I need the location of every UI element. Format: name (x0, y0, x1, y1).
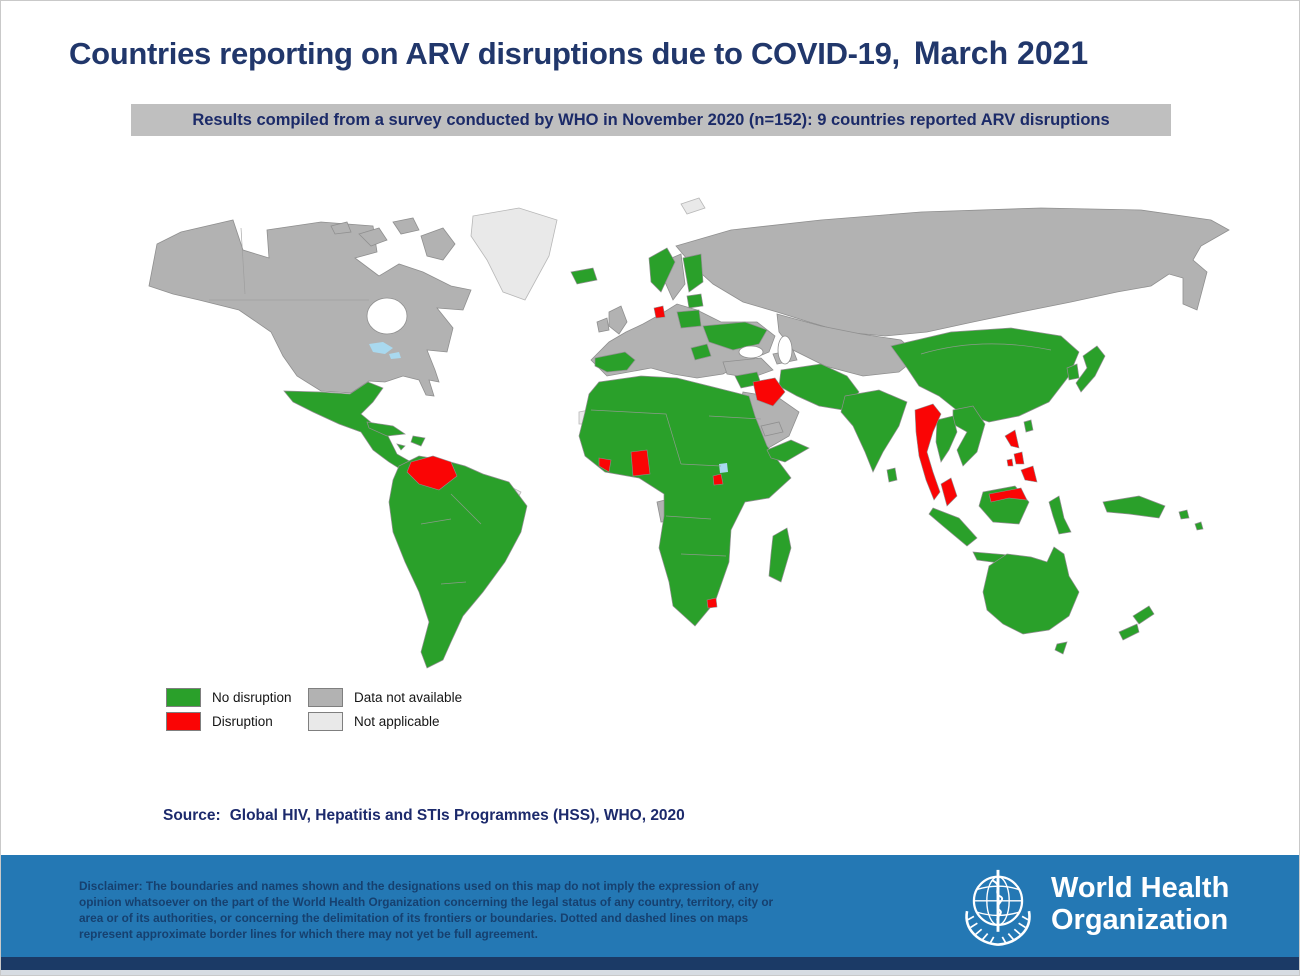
country-greenland (471, 208, 557, 300)
island-new-guinea (1103, 496, 1165, 518)
island-pacific (1179, 510, 1189, 519)
country-baffin-island (421, 228, 455, 260)
legend-label-disruption: Disruption (212, 714, 273, 729)
country-taiwan (1024, 420, 1033, 432)
country-philippines (1007, 459, 1013, 466)
map-legend (166, 688, 586, 740)
source-text: Global HIV, Hepatitis and STIs Programmes (HSS), WHO, 2020 (229, 807, 685, 824)
title-main: Countries reporting on ARV disruptions due to COVID-19, (69, 36, 900, 71)
footer-bottom-edge (1, 970, 1300, 976)
legend-swatch-not-applicable (308, 712, 343, 731)
legend-item-no-disruption (166, 688, 292, 707)
country-ghana (631, 450, 650, 476)
country-burundi (713, 474, 723, 485)
island-sumatra (929, 508, 977, 546)
legend-item-data-not-available (308, 688, 462, 707)
legend-label-no-disruption: No disruption (212, 690, 292, 705)
island-pacific (1195, 522, 1203, 530)
legend-swatch-data-not-available (308, 688, 343, 707)
country-madagascar (769, 528, 791, 582)
island-tasmania (1055, 642, 1067, 654)
country-philippines (1014, 452, 1024, 464)
footer-band (1, 855, 1300, 957)
country-denmark (654, 306, 665, 318)
who-emblem-icon (955, 863, 1041, 949)
page-title (69, 35, 1229, 72)
country-japan (1076, 346, 1105, 392)
results-banner-text: Results compiled from a survey conducted by WHO in November 2020 (n=152): 9 countries reported ARV disruptions (192, 110, 1110, 129)
arctic-island (393, 218, 419, 234)
region-china-mongolia (891, 328, 1079, 422)
country-thailand (936, 416, 957, 462)
footer-dark-strip (1, 957, 1300, 970)
disclaimer-text: Disclaimer: The boundaries and names shown and the designations used on this map do not imply the expression of any opinion whatsoever on the part of the World Health Organization concerning the legal status of any country, territory, city or area or of its authorities, or concerning the delimitation of its frontiers or boundaries. Dotted and dashed lines on maps represent approximate border lines for which there may not yet be full agreement. (79, 879, 774, 941)
source-prefix: Source: (163, 807, 221, 824)
region-baltics (687, 294, 703, 308)
legend-swatch-no-disruption (166, 688, 201, 707)
country-sri-lanka (887, 468, 897, 482)
title-date: March 2021 (913, 35, 1089, 71)
country-new-zealand (1133, 606, 1154, 624)
who-logotext (1051, 872, 1229, 936)
country-united-kingdom (609, 306, 627, 334)
results-banner (131, 104, 1171, 136)
country-iceland (571, 268, 597, 284)
country-myanmar (915, 404, 941, 500)
country-sierra-leone (599, 458, 611, 472)
hudson-bay (367, 298, 407, 334)
legend-item-disruption (166, 712, 273, 731)
black-sea (739, 346, 763, 358)
country-russia (676, 208, 1229, 336)
country-north-america (149, 220, 471, 396)
country-india (841, 390, 907, 472)
country-philippines (1021, 466, 1037, 482)
country-lesotho (707, 598, 717, 608)
legend-item-not-applicable (308, 712, 440, 731)
country-hispaniola (411, 436, 425, 446)
region-south-america (389, 456, 527, 668)
caspian-sea (778, 336, 792, 364)
country-australia (983, 547, 1079, 634)
country-ireland (597, 318, 609, 332)
who-logotext-line1: World Health (1051, 872, 1230, 904)
country-svalbard (681, 198, 705, 214)
legend-swatch-disruption (166, 712, 201, 731)
who-logotext-line2: Organization (1051, 904, 1229, 936)
country-new-zealand (1119, 624, 1139, 640)
country-poland (677, 310, 701, 328)
legend-label-not-applicable: Not applicable (354, 714, 440, 729)
country-philippines (1005, 430, 1019, 448)
country-jamaica (397, 444, 405, 450)
legend-label-data-not-available: Data not available (354, 690, 463, 705)
country-finland (683, 254, 703, 292)
source-line (163, 807, 685, 825)
country-malaysia-peninsula (941, 478, 957, 506)
island-sulawesi (1049, 496, 1071, 534)
world-map (121, 164, 1291, 679)
lake-victoria (719, 463, 728, 473)
